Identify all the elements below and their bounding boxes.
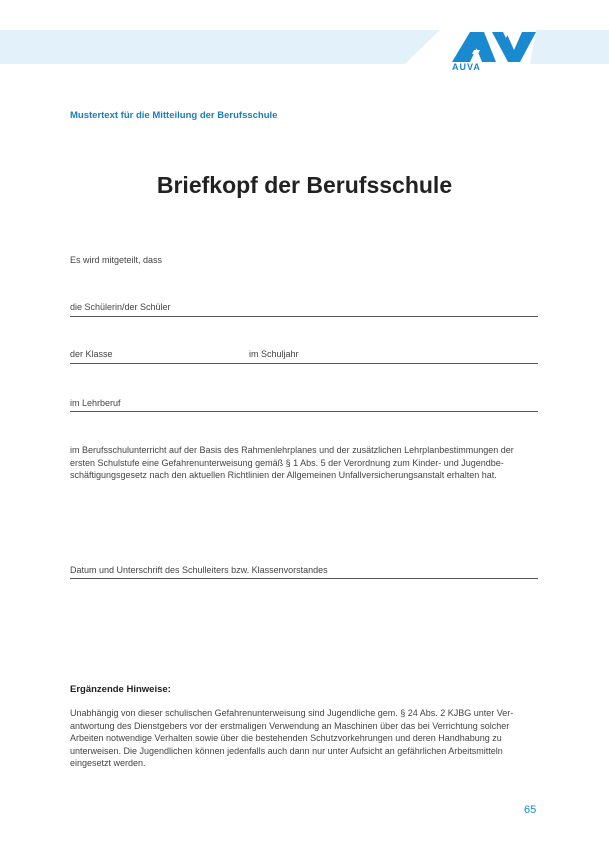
notes-line: eingesetzt werden.	[70, 758, 146, 769]
notes-paragraph	[70, 707, 540, 770]
intro-text: Es wird mitgeteilt, dass	[70, 255, 163, 265]
student-label: die Schülerin/der Schüler	[70, 302, 171, 312]
header-band-right	[530, 30, 609, 64]
class-field-line	[70, 363, 538, 364]
trade-label: im Lehrberuf	[70, 398, 121, 408]
document-subtitle: Mustertext für die Mitteilung der Berufsschule	[70, 110, 278, 121]
body-line: im Berufsschulunterricht auf der Basis des Rahmenlehrplanes und der zusätzlichen Lehrplanbestimmungen der	[70, 445, 514, 455]
trade-field-line	[70, 411, 538, 412]
signature-line	[70, 578, 538, 579]
class-label: der Klasse	[70, 349, 113, 359]
header-band	[0, 30, 440, 64]
school-year-label: im Schuljahr	[249, 349, 299, 359]
logo-text: AUVA	[452, 62, 481, 72]
notes-line: Arbeiten notwendige Verhalten sowie über die bestehenden Schutzvorkehrungen und deren Handhabung zu	[70, 733, 502, 744]
body-paragraph	[70, 444, 540, 482]
notes-heading: Ergänzende Hinweise:	[70, 684, 171, 695]
notes-line: Unabhängig von dieser schulischen Gefahrenunterweisung sind Jugendliche gem. § 24 Abs. 2 KJBG unter Ver-	[70, 708, 514, 718]
student-field-line	[70, 316, 538, 317]
notes-line: antwortung des Dienstgebers vor der erstmaligen Verwendung an Maschinen über das bei Verrichtung solcher	[70, 720, 510, 731]
body-line: ersten Schulstufe eine Gefahrenunterweisung gemäß § 1 Abs. 5 der Verordnung zum Kinder- und Jugendbe-	[70, 457, 504, 468]
page-number: 65	[524, 804, 537, 816]
signature-label: Datum und Unterschrift des Schulleiters bzw. Klassenvorstandes	[70, 565, 328, 575]
body-line: schäftigungsgesetz nach den aktuellen Richtlinien der Allgemeinen Unfallversicherungsanstalt erhalten hat.	[70, 470, 497, 481]
notes-line: unterweisen. Die Jugendlichen können jedenfalls auch dann nur unter Aufsicht an gefährlichen Arbeitsmitteln	[70, 745, 503, 756]
page-title: Briefkopf der Berufsschule	[156, 172, 453, 198]
